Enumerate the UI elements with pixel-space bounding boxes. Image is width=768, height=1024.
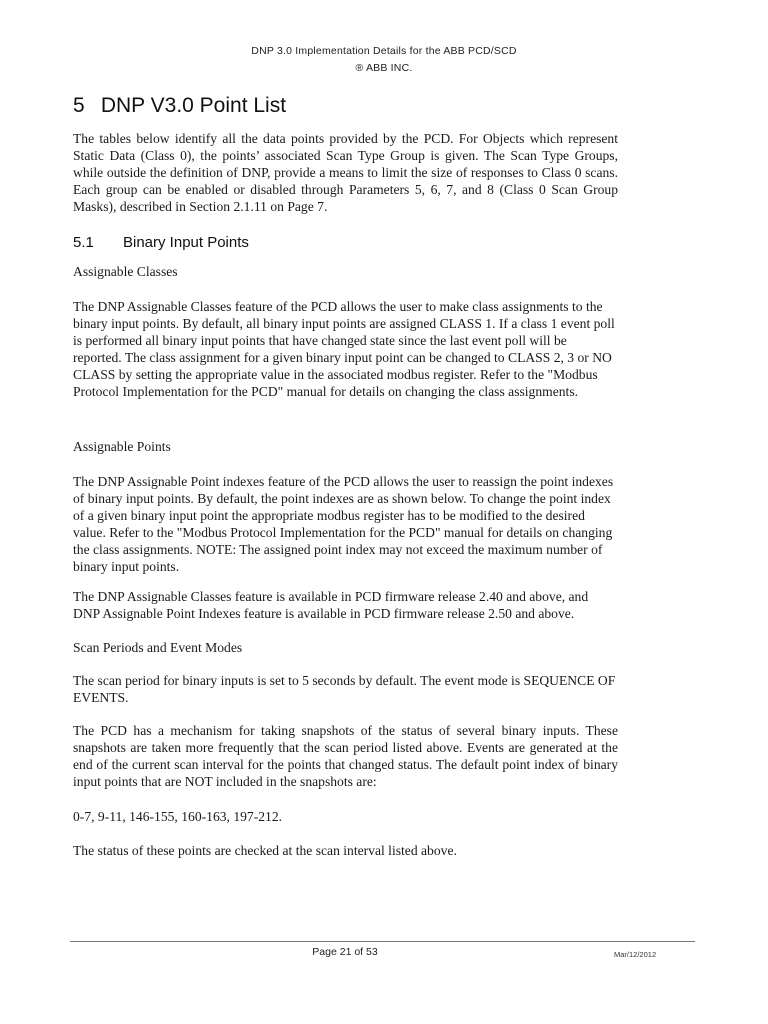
document-header-title: DNP 3.0 Implementation Details for the ABB PCD/SCD bbox=[251, 45, 517, 57]
assignable-classes-paragraph: The DNP Assignable Classes feature of the PCD allows the user to make class assignments to the binary input points. By default, all binary input points are assigned CLASS 1. If a class 1 event poll is performed all binary input points that have changed state since the last event poll will be reported. The class assignment for a given binary input point can be changed to CLASS 2, 3 or NO CLASS by setting the appropriate value in the associated modbus register. Refer to the "Modbus Protocol Implementation for the PCD" manual for details on changing the class assignments. bbox=[73, 299, 615, 399]
assignable-points-heading: Assignable Points bbox=[73, 439, 171, 454]
point-ranges: 0-7, 9-11, 146-155, 160-163, 197-212. bbox=[73, 809, 283, 824]
footer-divider bbox=[70, 941, 695, 942]
page-number: Page 21 of 53 bbox=[312, 946, 378, 958]
section-intro-paragraph: The tables below identify all the data points provided by the PCD. For Objects which represent Static Data (Class 0), the points’ associated Scan Type Group is given. The Scan Type Groups, while outside the definition of DNP, provide a means to limit the size of responses to Class 0 scans. Each group can be enabled or disabled through Parameters 5, 6, 7, and 8 (Class 0 Scan Group Masks), described in Section 2.1.11 on Page 7. bbox=[73, 131, 618, 214]
subsection-heading bbox=[73, 234, 249, 251]
section-title: DNP V3.0 Point List bbox=[100, 94, 287, 117]
scan-period-paragraph: The scan period for binary inputs is set to 5 seconds by default. The event mode is SEQUENCE OF EVENTS. bbox=[73, 673, 616, 705]
snapshot-paragraph: The PCD has a mechanism for taking snapshots of the status of several binary inputs. These snapshots are taken more frequently that the scan period listed above. Events are generated at the end of the current scan interval for the points that changed status. The default point index of binary input points that are NOT included in the snapshots are: bbox=[73, 723, 618, 789]
closing-paragraph: The status of these points are checked at the scan interval listed above. bbox=[73, 843, 457, 858]
firmware-availability-paragraph: The DNP Assignable Classes feature is available in PCD firmware release 2.40 and above, and DNP Assignable Point Indexes feature is available in PCD firmware release 2.50 and above. bbox=[73, 589, 589, 621]
assignable-classes-heading: Assignable Classes bbox=[73, 264, 178, 279]
document-header-copyright: ® ABB INC. bbox=[355, 62, 413, 74]
subsection-number: 5.1 bbox=[73, 234, 94, 251]
scan-periods-heading: Scan Periods and Event Modes bbox=[73, 640, 243, 655]
footer-date: Mar/12/2012 bbox=[614, 950, 657, 959]
section-number: 5 bbox=[73, 94, 85, 117]
subsection-title: Binary Input Points bbox=[123, 234, 249, 251]
section-heading bbox=[73, 94, 286, 118]
assignable-points-paragraph: The DNP Assignable Point indexes feature of the PCD allows the user to reassign the point indexes of binary input points. By default, the point indexes are as shown below. To change the point index of a given binary input point the appropriate modbus register has to be modified to the desired value. Refer to the "Modbus Protocol Implementation for the PCD" manual for details on changing the class assignments. NOTE: The assigned point index may not exceed the maximum number of binary input points. bbox=[73, 474, 614, 574]
